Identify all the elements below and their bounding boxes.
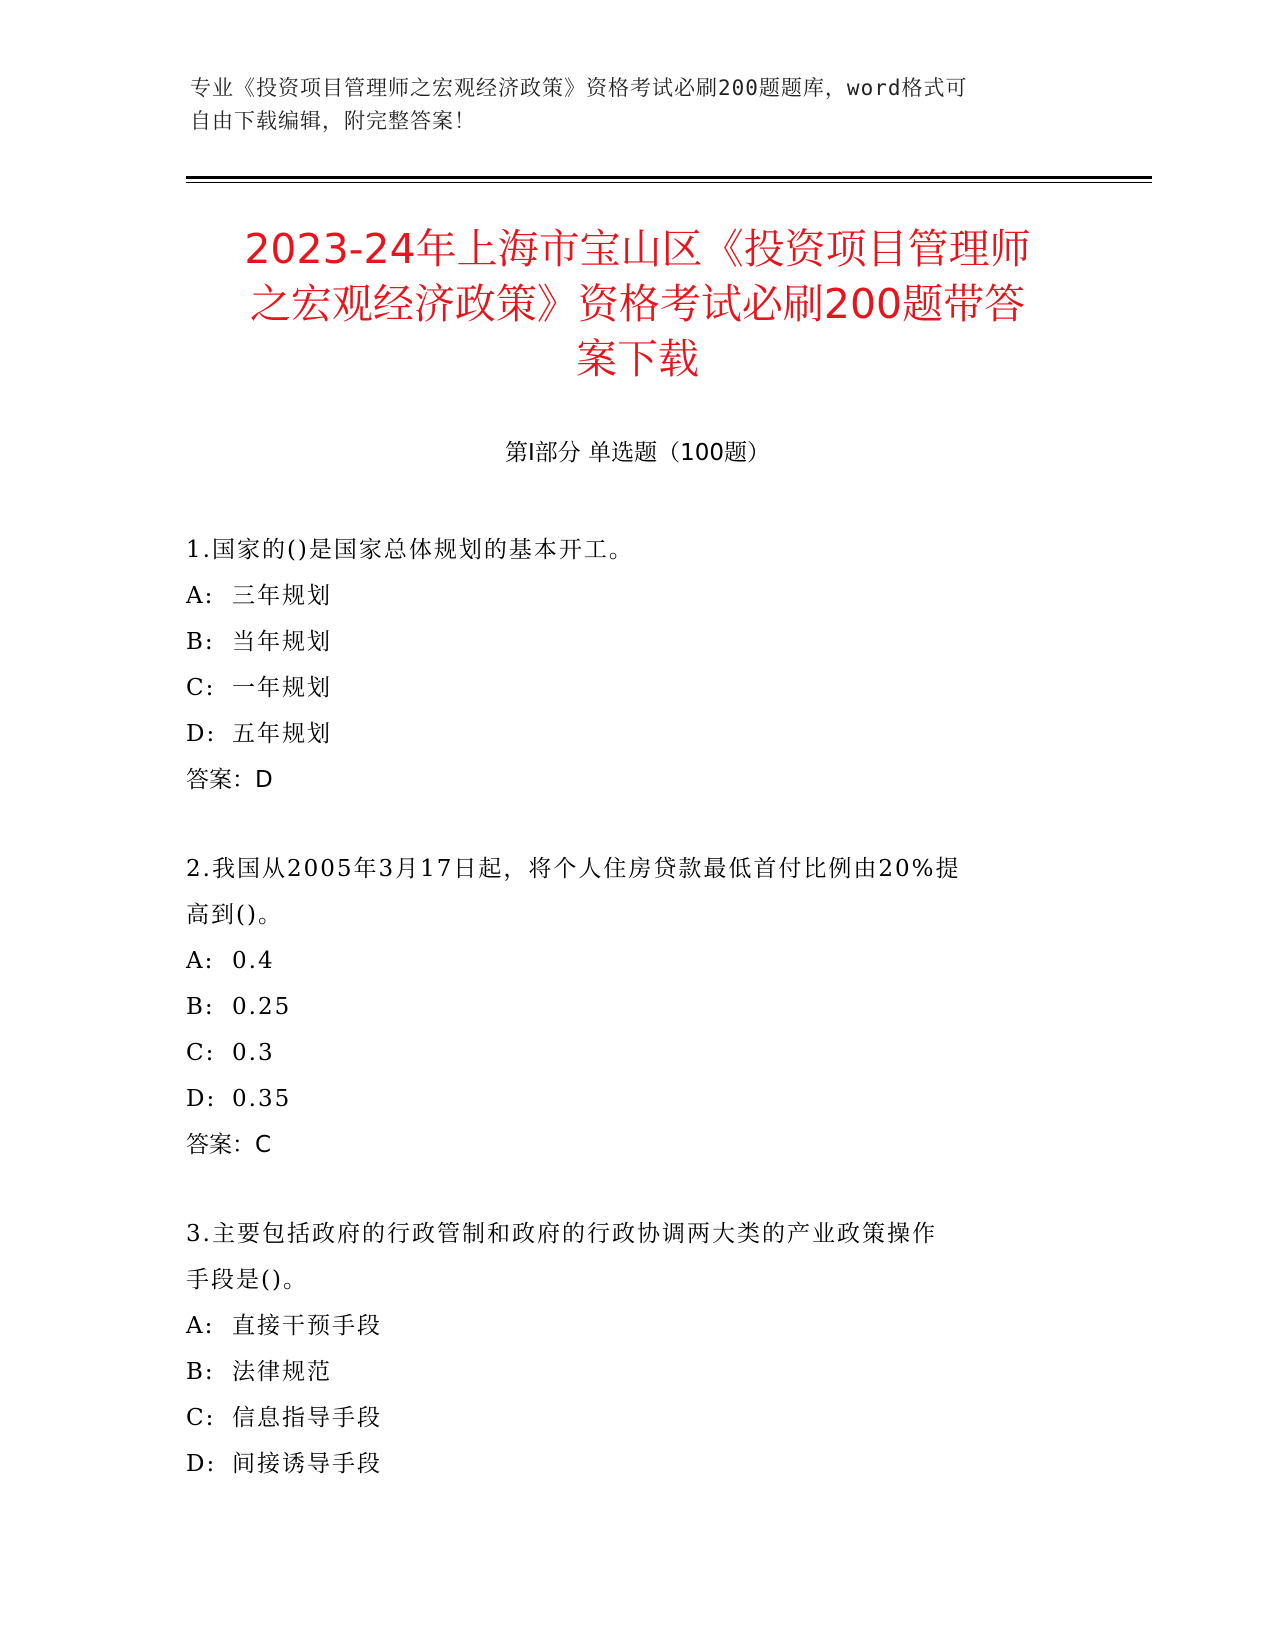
option-c — [186, 1030, 1086, 1076]
option-key: D: — [186, 1086, 217, 1112]
option-text: 三年规划 — [232, 583, 332, 609]
option-key: D: — [186, 1451, 217, 1477]
option-text: 当年规划 — [232, 629, 332, 655]
option-text: 0.25 — [232, 994, 292, 1020]
option-c — [186, 665, 1086, 711]
question-stem: 3.主要包括政府的行政管制和政府的行政协调两大类的产业政策操作 — [186, 1221, 937, 1247]
option-text: 一年规划 — [232, 675, 332, 701]
answer-line: 答案：C — [186, 1132, 272, 1158]
option-key: C: — [186, 1405, 216, 1431]
option-key: B: — [186, 629, 215, 655]
header-note-line1: 专业《投资项目管理师之宏观经济政策》资格考试必刷200题题库，word格式可 — [190, 76, 968, 100]
option-key: D: — [186, 721, 217, 747]
option-text: 信息指导手段 — [232, 1405, 382, 1431]
option-text: 0.35 — [232, 1086, 292, 1112]
option-d — [186, 1441, 1086, 1487]
option-key: C: — [186, 1040, 216, 1066]
document-title-line2: 之宏观经济政策》资格考试必刷200题带答 — [249, 280, 1026, 328]
document-title-line3: 案下载 — [576, 335, 699, 383]
header-divider-thin — [186, 182, 1152, 183]
option-key: C: — [186, 675, 216, 701]
document-title — [180, 222, 1095, 387]
option-text: 直接干预手段 — [232, 1313, 382, 1339]
option-key: A: — [186, 583, 215, 609]
section-heading: 第Ⅰ部分 单选题（100题） — [505, 440, 770, 466]
option-key: B: — [186, 994, 215, 1020]
option-text: 间接诱导手段 — [232, 1451, 382, 1477]
answer-line: 答案：D — [186, 767, 273, 793]
option-key: A: — [186, 1313, 215, 1339]
document-title-line1: 2023-24年上海市宝山区《投资项目管理师 — [244, 225, 1031, 273]
option-text: 0.3 — [232, 1040, 275, 1066]
option-key: A: — [186, 948, 215, 974]
question-list — [186, 527, 1086, 1530]
option-a — [186, 938, 1086, 984]
header-note — [190, 72, 1070, 138]
option-text: 五年规划 — [232, 721, 332, 747]
option-c — [186, 1395, 1086, 1441]
option-a — [186, 573, 1086, 619]
option-key: B: — [186, 1359, 215, 1385]
option-text: 0.4 — [232, 948, 275, 974]
question-stem: 1.国家的()是国家总体规划的基本开工。 — [186, 537, 634, 563]
option-d — [186, 1076, 1086, 1122]
header-note-line2: 自由下载编辑，附完整答案！ — [190, 109, 476, 133]
option-b — [186, 619, 1086, 665]
question-3 — [186, 1211, 1086, 1487]
option-d — [186, 711, 1086, 757]
question-stem-continued: 手段是()。 — [186, 1267, 308, 1293]
question-stem: 2.我国从2005年3月17日起，将个人住房贷款最低首付比例由20%提 — [186, 856, 961, 882]
question-2 — [186, 846, 1086, 1168]
header-divider-thick — [186, 176, 1152, 179]
option-b — [186, 984, 1086, 1030]
option-text: 法律规范 — [232, 1359, 332, 1385]
question-1 — [186, 527, 1086, 803]
option-a — [186, 1303, 1086, 1349]
option-b — [186, 1349, 1086, 1395]
question-stem-continued: 高到()。 — [186, 902, 283, 928]
